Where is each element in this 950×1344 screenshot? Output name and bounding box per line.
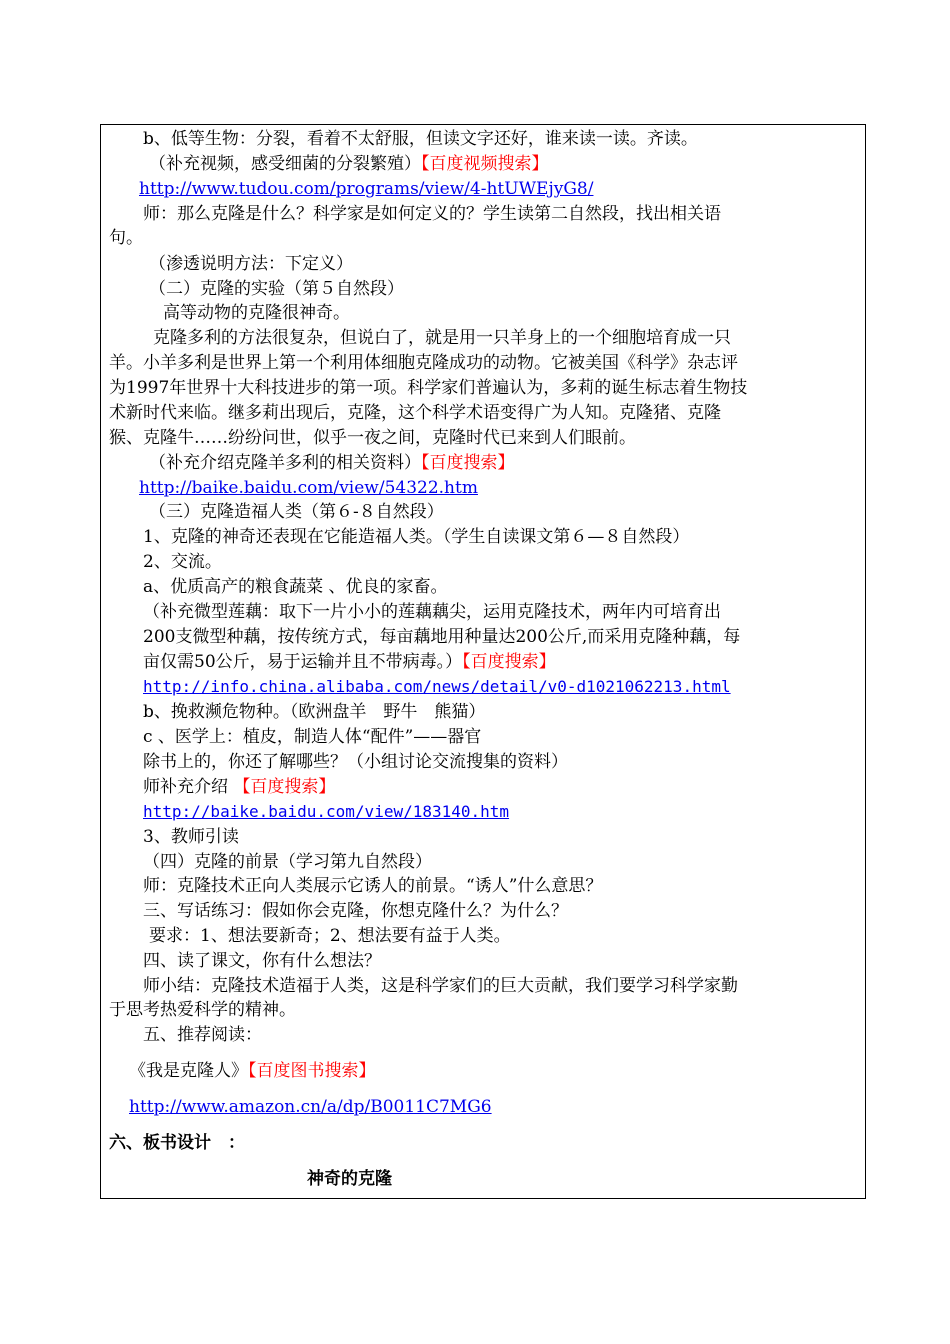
- text-line: 除书上的，你还了解哪些？（小组讨论交流搜集的资料）: [143, 752, 568, 772]
- baidu-search-label: 【百度搜索】: [233, 777, 336, 797]
- text-line: 高等动物的克隆很神奇。: [163, 303, 350, 323]
- text-line: a、优质高产的粮食蔬菜 、优良的家畜。: [143, 577, 448, 597]
- section-heading: （四）克隆的前景（学习第九自然段）: [143, 852, 432, 872]
- text-line: （补充微型莲藕：取下一片小小的莲藕藕尖，运用克隆技术，两年内可培育出: [143, 602, 721, 622]
- baike-link[interactable]: http://baike.baidu.com/view/183140.htm: [143, 802, 510, 821]
- text-line: 羊。小羊多利是世界上第一个利用体细胞克隆成功的动物。它被美国《科学》杂志评: [109, 353, 738, 373]
- section-heading: （三）克隆造福人类（第６-８自然段）: [149, 502, 444, 522]
- text-line: 三、写话练习：假如你会克隆，你想克隆什么？为什么？: [143, 901, 568, 921]
- text-line: 句。: [109, 228, 143, 248]
- text-line: 1、克隆的神奇还表现在它能造福人类。（学生自读课文第６—８自然段）: [143, 527, 690, 547]
- text-line: 为1997年世界十大科技进步的第一项。科学家们普遍认为，多莉的诞生标志着生物技: [109, 378, 748, 398]
- text-span: （补充介绍克隆羊多利的相关资料）: [149, 453, 421, 473]
- baidu-video-search-label: 【百度视频搜索】: [421, 154, 549, 174]
- text-line: 200支微型种藕，按传统方式，每亩藕地用种量达200公斤,而采用克隆种藕，每: [143, 627, 741, 647]
- text-line: [149, 453, 515, 473]
- text-line: b、低等生物：分裂，看着不太舒服，但读文字还好，谁来读一读。齐读。: [143, 129, 698, 149]
- text-line: 术新时代来临。继多莉出现后，克隆，这个科学术语变得广为人知。克隆猪、克隆: [109, 403, 721, 423]
- text-line: [129, 1061, 376, 1081]
- text-span: （补充视频，感受细菌的分裂繁殖）: [149, 154, 421, 174]
- text-line: [143, 777, 335, 797]
- text-line: 猴、克隆牛……纷纷问世，似乎一夜之间，克隆时代已来到人们眼前。: [109, 428, 636, 448]
- section-heading: 六、板书设计 ：: [109, 1133, 245, 1153]
- text-line: 要求：1、想法要新奇；2、想法要有益于人类。: [149, 926, 511, 946]
- amazon-link[interactable]: http://www.amazon.cn/a/dp/B0011C7MG6: [129, 1097, 492, 1117]
- text-line: [143, 652, 556, 672]
- text-line: 于思考热爱科学的精神。: [109, 1000, 296, 1020]
- text-line: c 、医学上：植皮，制造人体“配件”——器官: [143, 727, 482, 747]
- baike-link[interactable]: http://baike.baidu.com/view/54322.htm: [139, 478, 478, 498]
- tudou-link[interactable]: http://www.tudou.com/programs/view/4-htUWEjyG8/: [139, 179, 594, 199]
- section-heading: （二）克隆的实验（第５自然段）: [149, 279, 404, 299]
- text-span: 《我是克隆人》: [129, 1061, 248, 1081]
- text-line: b、挽救濒危物种。（欧洲盘羊 野牛 熊猫）: [143, 702, 486, 722]
- text-line: （渗透说明方法：下定义）: [149, 254, 353, 274]
- text-line: 克隆多利的方法很复杂，但说白了，就是用一只羊身上的一个细胞培育成一只: [153, 328, 731, 348]
- text-line: 五、推荐阅读：: [143, 1025, 262, 1045]
- text-span: 亩仅需50公斤，易于运输并且不带病毒。）: [143, 652, 463, 672]
- baidu-search-label: 【百度搜索】: [462, 652, 556, 672]
- text-line: 师：那么克隆是什么？科学家是如何定义的？学生读第二自然段，找出相关语: [143, 204, 721, 224]
- baidu-book-search-label: 【百度图书搜索】: [248, 1061, 376, 1081]
- text-line: [149, 154, 549, 174]
- text-line: 师小结：克隆技术造福于人类，这是科学家们的巨大贡献，我们要学习科学家勤: [143, 976, 738, 996]
- text-line: 师：克隆技术正向人类展示它诱人的前景。“诱人”什么意思？: [143, 876, 603, 896]
- text-line: 3、教师引读: [143, 827, 239, 847]
- text-line: 四、读了课文，你有什么想法？: [143, 951, 381, 971]
- board-title: 神奇的克隆: [307, 1169, 392, 1189]
- text-line: 2、交流。: [143, 552, 222, 572]
- baidu-search-label: 【百度搜索】: [421, 453, 515, 473]
- alibaba-link[interactable]: http://info.china.alibaba.com/news/detail/v0-d1021062213.html: [143, 677, 731, 696]
- lesson-table-cell: [100, 124, 866, 1199]
- text-span: 师补充介绍: [143, 777, 234, 797]
